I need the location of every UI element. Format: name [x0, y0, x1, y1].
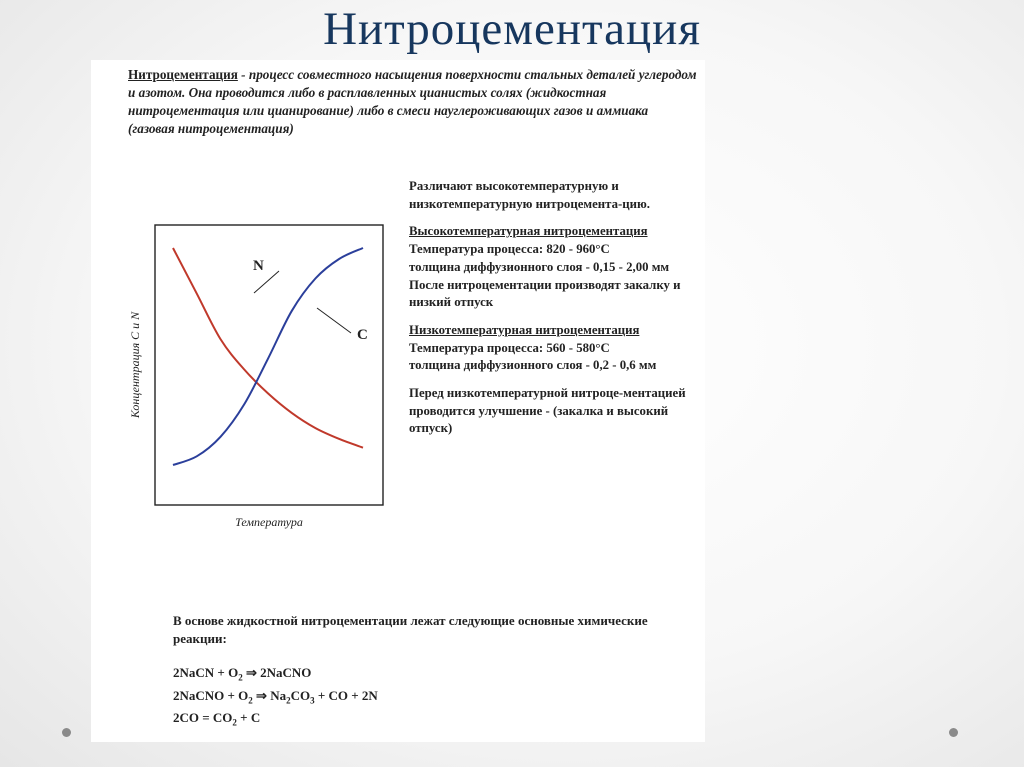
x-axis-label: Температура: [235, 515, 303, 529]
legend-n: N: [253, 258, 264, 274]
low-temp-range: Температура процесса: 560 - 580°С: [409, 340, 610, 355]
leader-n: [254, 271, 279, 293]
reaction-2: 2NaCNO + $O_2$ ⇒ $Na_2CO_3$ + CO + 2N: [173, 687, 378, 706]
intro-term: Нитроцементация: [128, 67, 238, 82]
low-temp-before: Перед низкотемпературной нитроце-ментацией проводится улучшение - (закалка и высокий отпуск): [409, 386, 686, 436]
reactions-block: [173, 612, 693, 732]
content-panel: [91, 60, 705, 742]
intro-text: - процесс совместного насыщения поверхности стальных деталей углеродом и азотом. Она проводится либо в расплавленных цианистых солях (жидкостная нитроцементация или цианирование) либо в смеси науглероживающих газов и аммиака (газовая нитроцементация): [128, 67, 697, 136]
leader-c: [317, 308, 351, 333]
types-paragraph: Различают высокотемпературную и низкотемпературную нитроцемента-цию.: [409, 179, 650, 211]
reaction-3: $2CO = CO_2 + C$: [173, 710, 261, 728]
high-temp-layer: толщина диффузионного слоя - 0,15 - 2,00 мм: [409, 259, 670, 274]
nav-prev-dot[interactable]: [62, 728, 71, 737]
intro-paragraph: [128, 66, 698, 138]
reactions-intro: В основе жидкостной нитроцементации лежат следующие основные химические реакции:: [173, 613, 648, 646]
legend-c: C: [357, 327, 368, 343]
low-temp-heading: Низкотемпературная нитроцементация: [409, 322, 640, 337]
series-n-line: [173, 248, 363, 448]
slide-title: Нитроцементация: [323, 3, 701, 55]
plot-frame: [155, 225, 383, 505]
high-temp-after: После нитроцементации производят закалку и низкий отпуск: [409, 277, 681, 310]
high-temp-range: Температура процесса: 820 - 960°С: [409, 242, 610, 257]
high-temp-heading: Высокотемпературная нитроцементация: [409, 224, 648, 239]
reaction-1: 2NaCN + $O_2$ ⇒ 2NaCNO: [173, 665, 312, 683]
y-axis-label: Концентрация С и N: [128, 311, 142, 419]
low-temp-layer: толщина диффузионного слоя - 0,2 - 0,6 мм: [409, 358, 657, 373]
concentration-chart: [121, 218, 386, 548]
nav-next-dot[interactable]: [949, 728, 958, 737]
description-column: [409, 178, 709, 438]
